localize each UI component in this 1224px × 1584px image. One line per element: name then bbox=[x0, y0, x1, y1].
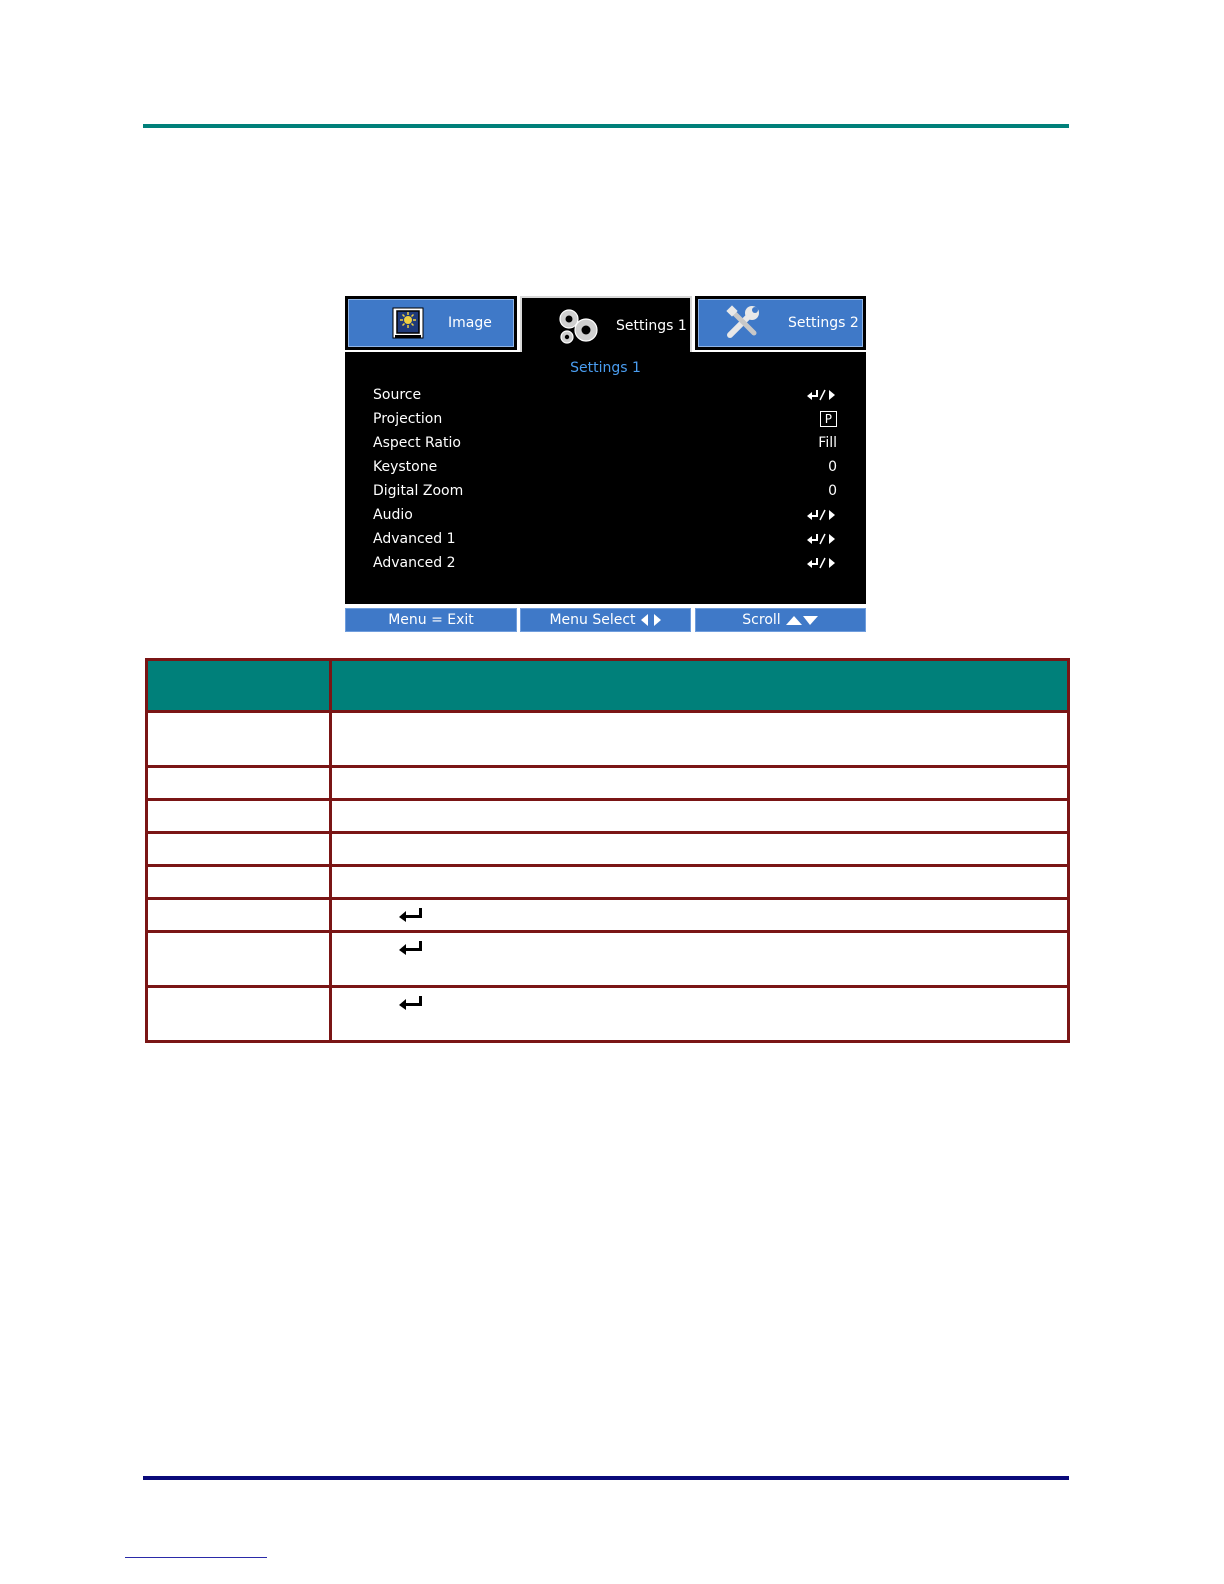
menu-item-digital-zoom[interactable] bbox=[373, 479, 837, 503]
menu-item-value: Fill bbox=[818, 435, 837, 451]
table-cell bbox=[147, 833, 331, 866]
image-icon bbox=[390, 305, 426, 341]
table-cell bbox=[147, 899, 331, 932]
projection-value-box: P bbox=[820, 411, 837, 427]
menu-item-label: Projection bbox=[373, 411, 443, 427]
enter-right-icon bbox=[797, 532, 837, 546]
menu-item-advanced-2[interactable] bbox=[373, 551, 837, 575]
enter-right-icon bbox=[797, 556, 837, 570]
menu-item-label: Keystone bbox=[373, 459, 438, 475]
footer-link-underline[interactable] bbox=[125, 1557, 267, 1558]
table-cell bbox=[331, 767, 1069, 800]
table-row bbox=[147, 800, 1069, 833]
footer-exit-label: Menu = Exit bbox=[388, 612, 474, 628]
table-cell bbox=[147, 932, 331, 987]
header-rule bbox=[143, 124, 1069, 128]
gears-icon bbox=[556, 306, 600, 346]
table-row bbox=[147, 987, 1069, 1042]
menu-item-label: Aspect Ratio bbox=[373, 435, 461, 451]
menu-item-label: Advanced 2 bbox=[373, 555, 456, 571]
enter-right-icon bbox=[797, 388, 837, 402]
enter-right-icon bbox=[797, 508, 837, 522]
menu-item-value: 0 bbox=[828, 483, 837, 499]
table-cell bbox=[331, 899, 1069, 932]
osd-title: Settings 1 bbox=[570, 360, 641, 376]
footer-menu-select bbox=[520, 608, 691, 632]
tools-icon bbox=[724, 303, 764, 343]
table-cell bbox=[147, 987, 331, 1042]
menu-item-label: Advanced 1 bbox=[373, 531, 456, 547]
menu-item-label: Source bbox=[373, 387, 422, 403]
footer-scroll-label: Scroll bbox=[742, 612, 781, 628]
table-cell bbox=[147, 866, 331, 899]
menu-item-label: Audio bbox=[373, 507, 413, 523]
table-cell bbox=[331, 932, 1069, 987]
enter-icon bbox=[398, 995, 424, 1015]
table-cell bbox=[331, 800, 1069, 833]
menu-item-source[interactable] bbox=[373, 383, 837, 407]
footer-exit bbox=[345, 608, 517, 632]
settings-table bbox=[145, 658, 1070, 1043]
left-right-arrows-icon bbox=[640, 613, 662, 627]
menu-item-value: 0 bbox=[828, 459, 837, 475]
menu-item-projection[interactable] bbox=[373, 407, 837, 431]
footer-select-label: Menu Select bbox=[549, 612, 636, 628]
table-cell bbox=[331, 712, 1069, 767]
enter-icon bbox=[398, 907, 424, 927]
osd-body bbox=[345, 352, 866, 604]
table-cell bbox=[331, 866, 1069, 899]
table-row bbox=[147, 712, 1069, 767]
tab-image[interactable] bbox=[345, 296, 517, 350]
enter-icon bbox=[398, 940, 424, 960]
up-down-arrows-icon bbox=[785, 614, 819, 626]
tab-image-label: Image bbox=[448, 315, 492, 331]
table-row bbox=[147, 767, 1069, 800]
table-row bbox=[147, 866, 1069, 899]
menu-item-advanced-1[interactable] bbox=[373, 527, 837, 551]
menu-item-audio[interactable] bbox=[373, 503, 837, 527]
table-header-row bbox=[147, 660, 1069, 712]
osd-menu bbox=[345, 296, 866, 634]
table-row bbox=[147, 833, 1069, 866]
table-cell bbox=[147, 712, 331, 767]
table-header-cell bbox=[147, 660, 331, 712]
menu-item-aspect-ratio[interactable] bbox=[373, 431, 837, 455]
table-cell bbox=[147, 767, 331, 800]
tab-settings-1[interactable] bbox=[520, 296, 692, 354]
tab-settings-1-label: Settings 1 bbox=[616, 318, 687, 334]
menu-item-label: Digital Zoom bbox=[373, 483, 464, 499]
table-row bbox=[147, 932, 1069, 987]
table-header-cell bbox=[331, 660, 1069, 712]
footer-scroll bbox=[695, 608, 866, 632]
table-cell bbox=[331, 987, 1069, 1042]
table-cell bbox=[331, 833, 1069, 866]
table-row bbox=[147, 899, 1069, 932]
footer-rule bbox=[143, 1476, 1069, 1480]
menu-item-keystone[interactable] bbox=[373, 455, 837, 479]
tab-settings-2[interactable] bbox=[695, 296, 866, 350]
tab-settings-2-label: Settings 2 bbox=[788, 315, 859, 331]
table-cell bbox=[147, 800, 331, 833]
